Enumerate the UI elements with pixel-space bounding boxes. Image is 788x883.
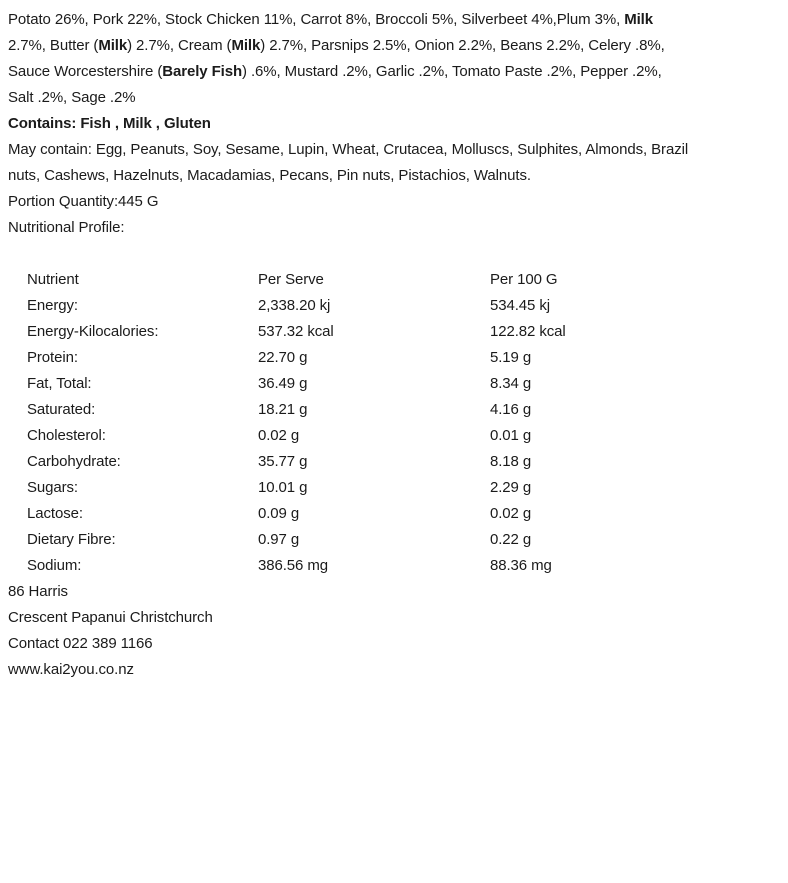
contains-statement: Contains: Fish , Milk , Gluten bbox=[8, 115, 211, 132]
allergen-bold-text: Milk bbox=[98, 37, 128, 54]
nutrition-table-row bbox=[27, 475, 780, 501]
nutrition-table-cell: 2.29 g bbox=[490, 479, 532, 496]
nutrition-table-row bbox=[27, 501, 780, 527]
nutrition-table-cell: Saturated: bbox=[27, 401, 96, 418]
nutrition-table-cell: 0.22 g bbox=[490, 531, 532, 548]
nutrition-table-cell: Cholesterol: bbox=[27, 427, 106, 444]
allergen-bold-text: Milk bbox=[624, 11, 653, 28]
nutrition-table-cell: Protein: bbox=[27, 349, 78, 366]
nutrition-table-cell: 0.97 g bbox=[258, 531, 300, 548]
nutrition-column-header: Per 100 G bbox=[490, 271, 558, 288]
nutrition-table-row bbox=[27, 345, 780, 371]
nutrition-table-cell: 8.18 g bbox=[490, 453, 532, 470]
website-url: www.kai2you.co.nz bbox=[8, 661, 134, 678]
nutrition-table-row bbox=[27, 527, 780, 553]
nutrition-table-row bbox=[27, 319, 780, 345]
nutrition-table-row bbox=[27, 397, 780, 423]
ingredient-text: Potato 26%, Pork 22%, Stock Chicken 11%, Carrot 8%, Broccoli 5%, Silverbeet 4%,Plum 3%, bbox=[8, 11, 625, 28]
nutrition-table-cell: Lactose: bbox=[27, 505, 83, 522]
nutrition-table-row bbox=[27, 423, 780, 449]
ingredient-text: Sauce Worcestershire ( bbox=[8, 63, 163, 80]
nutrition-table-cell: 534.45 kj bbox=[490, 297, 550, 314]
nutrition-table-cell: 2,338.20 kj bbox=[258, 297, 331, 314]
nutrition-table-row bbox=[27, 553, 780, 579]
nutrition-table-cell: 8.34 g bbox=[490, 375, 532, 392]
nutrition-table-row bbox=[27, 449, 780, 475]
address-line-2: Crescent Papanui Christchurch bbox=[8, 609, 213, 626]
ingredient-text: Salt .2%, Sage .2% bbox=[8, 89, 136, 106]
ingredient-text: ) 2.7%, Parsnips 2.5%, Onion 2.2%, Beans 2.2%, Celery .8%, bbox=[260, 37, 665, 54]
nutrition-column-header: Per Serve bbox=[258, 271, 324, 288]
nutrition-table-cell: 0.02 g bbox=[490, 505, 532, 522]
ingredient-text: 2.7%, Butter ( bbox=[8, 37, 99, 54]
nutrition-table-cell: 4.16 g bbox=[490, 401, 532, 418]
contact-line: Contact 022 389 1166 bbox=[8, 635, 153, 652]
allergen-bold-text: Barely Fish bbox=[162, 63, 243, 80]
nutrition-table-cell: Sugars: bbox=[27, 479, 78, 496]
nutrition-table-cell: 10.01 g bbox=[258, 479, 308, 496]
nutrition-table-cell: Energy: bbox=[27, 297, 78, 314]
nutrition-table-cell: 5.19 g bbox=[490, 349, 532, 366]
nutrition-table bbox=[27, 267, 780, 579]
nutrition-table-header-row bbox=[27, 267, 780, 293]
allergen-bold-text: Milk bbox=[231, 37, 261, 54]
nutrition-table-cell: Fat, Total: bbox=[27, 375, 92, 392]
nutrition-table-cell: 22.70 g bbox=[258, 349, 308, 366]
nutrition-table-cell: 36.49 g bbox=[258, 375, 308, 392]
nutrition-table-cell: 35.77 g bbox=[258, 453, 308, 470]
nutrition-table-cell: 88.36 mg bbox=[490, 557, 552, 574]
nutrition-table-cell: 0.01 g bbox=[490, 427, 532, 444]
nutrition-table-cell: Carbohydrate: bbox=[27, 453, 121, 470]
nutritional-profile-heading: Nutritional Profile: bbox=[8, 219, 125, 236]
ingredient-text: ) .6%, Mustard .2%, Garlic .2%, Tomato Paste .2%, Pepper .2%, bbox=[242, 63, 662, 80]
nutrition-table-cell: Dietary Fibre: bbox=[27, 531, 116, 548]
portion-quantity: Portion Quantity:445 G bbox=[8, 193, 159, 210]
nutrition-table-cell: 0.02 g bbox=[258, 427, 300, 444]
nutrition-table-cell: 0.09 g bbox=[258, 505, 300, 522]
nutrition-table-row bbox=[27, 371, 780, 397]
nutrition-table-cell: 122.82 kcal bbox=[490, 323, 566, 340]
address-line-1: 86 Harris bbox=[8, 583, 68, 600]
ingredients-paragraph bbox=[8, 7, 780, 111]
ingredient-text: ) 2.7%, Cream ( bbox=[127, 37, 232, 54]
nutrition-table-cell: 537.32 kcal bbox=[258, 323, 334, 340]
nutrition-table-cell: Sodium: bbox=[27, 557, 82, 574]
nutrition-table-row bbox=[27, 293, 780, 319]
nutrition-table-cell: Energy-Kilocalories: bbox=[27, 323, 159, 340]
nutrition-column-header: Nutrient bbox=[27, 271, 79, 288]
nutrition-table-cell: 386.56 mg bbox=[258, 557, 328, 574]
may-contain-statement: May contain: Egg, Peanuts, Soy, Sesame, Lupin, Wheat, Crutacea, Molluscs, Sulphites, Almonds, Brazil nuts, Cashews, Hazelnuts, Macadamias, Pecans, Pin nuts, Pistachios, Walnuts. bbox=[8, 141, 689, 184]
nutrition-table-cell: 18.21 g bbox=[258, 401, 308, 418]
